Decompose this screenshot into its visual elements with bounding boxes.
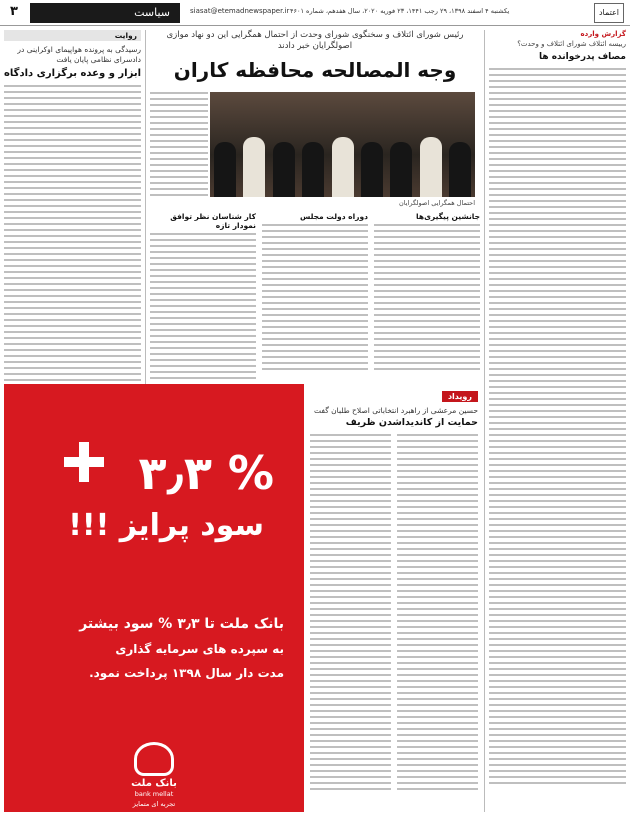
column-kicker: رییسه ائتلاف شورای ائتلاف و وحدت؟ bbox=[517, 40, 626, 48]
bank-mellat-advertisement[interactable] bbox=[4, 384, 304, 812]
lead-story-header bbox=[150, 30, 480, 90]
story-body-text bbox=[310, 434, 391, 814]
bank-logo-icon bbox=[134, 742, 174, 776]
column-tag: گزارش وارده bbox=[580, 30, 626, 38]
ad-percent: ۳٫۳ % bbox=[138, 446, 274, 500]
photo-people bbox=[210, 127, 475, 197]
column-body-text bbox=[489, 68, 626, 784]
lead-photo[interactable] bbox=[210, 92, 475, 197]
story-tag: رویداد bbox=[442, 391, 478, 402]
lead-headline[interactable]: وجه المصالحه محافظه کاران bbox=[173, 58, 457, 83]
left-column-story bbox=[4, 30, 146, 420]
section-email[interactable]: siasat@etemadnewspaper.ir bbox=[190, 7, 290, 15]
newspaper-logo: اعتماد bbox=[594, 3, 624, 23]
column-body-text bbox=[4, 85, 141, 417]
section-tab[interactable]: سیاست bbox=[30, 3, 180, 23]
lead-body-text bbox=[150, 212, 480, 382]
subhead: دوراه دولت مجلس bbox=[299, 212, 368, 221]
subhead: کار شناسان نظر توافق نمودار تازه bbox=[170, 212, 256, 230]
plus-icon bbox=[64, 442, 104, 482]
story-headline[interactable]: حمایت از کاندیداشدن ظریف bbox=[345, 417, 478, 428]
column-tag: روایت bbox=[4, 30, 141, 41]
ad-offer-line: به سپرده های سرمایه گذاری bbox=[115, 642, 284, 656]
page-header bbox=[0, 0, 630, 26]
dateline: یکشنبه ۴ اسفند ۱۳۹۸، ۲۹ رجب ۱۴۴۱، ۲۳ فوریه ۲۰۲۰، سال هفدهم، شماره ۴۶۰۱ bbox=[290, 7, 510, 15]
story-body-text bbox=[397, 434, 478, 814]
ad-offer-line: بانک ملت تا ۳٫۳ % سود بیشتر bbox=[79, 616, 284, 632]
bank-slogan: تجربه ای متمایز bbox=[132, 800, 176, 808]
photo-caption: احتمال همگرایی اصولگرایان bbox=[399, 199, 475, 207]
subhead: جانشین پیگیری‌ها bbox=[416, 212, 480, 221]
page-number: ۳ bbox=[10, 4, 18, 19]
lead-kicker: رئیس شورای ائتلاف و سخنگوی شورای وحدت از احتمال همگرایی این دو نهاد موازی اصولگرایان خبر دادند bbox=[166, 30, 464, 52]
column-headline[interactable]: مصاف پدرخوانده ها bbox=[538, 52, 626, 62]
column-kicker: رسیدگی به پرونده هواپیمای اوکراینی در دادسرای نظامی پایان یافت bbox=[17, 45, 141, 64]
bottom-story bbox=[310, 384, 478, 812]
bank-name-latin: bank mellat bbox=[134, 790, 174, 798]
ad-offer-line: مدت دار سال ۱۳۹۸ پرداخت نمود. bbox=[89, 666, 284, 680]
ad-headline: سود پرایز !!! bbox=[68, 508, 264, 543]
column-headline[interactable]: ابزار و وعده برگزاری دادگاه bbox=[4, 67, 141, 79]
story-kicker: حسین مرعشی از راهبرد انتخاباتی اصلاح طلبان گفت bbox=[314, 406, 478, 415]
right-column-story bbox=[484, 30, 626, 812]
bank-name: بانک ملت bbox=[131, 778, 177, 789]
